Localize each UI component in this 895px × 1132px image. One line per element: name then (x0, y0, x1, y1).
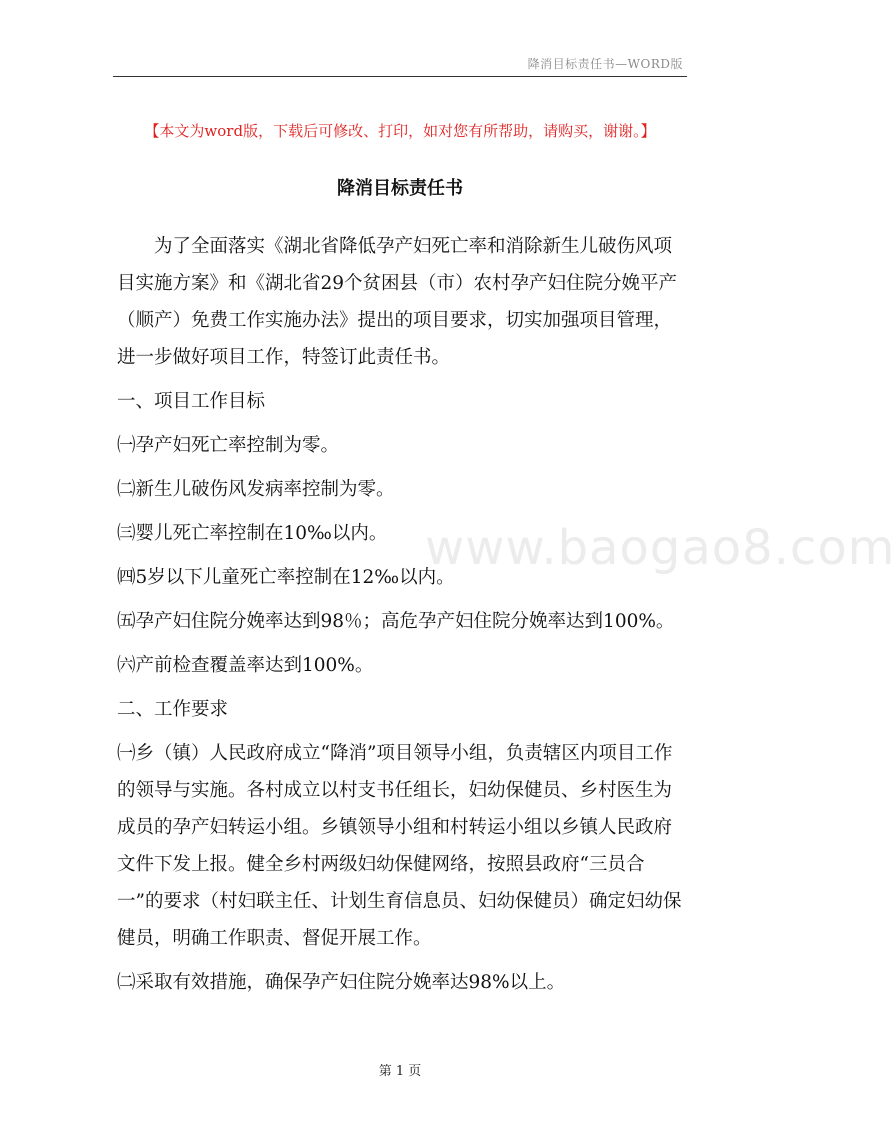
goal-item: ㈠孕产妇死亡率控制为零。 (117, 435, 340, 456)
goal-item: ㈥产前检查覆盖率达到100%。 (117, 655, 374, 676)
header-rule (113, 76, 687, 77)
goal-item: ㈤孕产妇住院分娩率达到98％；高危孕产妇住院分娩率达到100%。 (117, 611, 675, 632)
requirement-item: ㈠乡（镇）人民政府成立“降消”项目领导小组，负责辖区内项目工作的领导与实施。各村成立以村支书任组长，妇幼保健员、乡村医生为成员的孕产妇转运小组。乡镇领导小组和村转运小组以乡镇人民政府文件下发上报。健全乡村两级妇幼保健网络，按照县政府“三员合一”的要求（村妇联主任、计划生育信息员、妇幼保健员）确定妇幼保健员，明确工作职责、督促开展工作。 (117, 743, 682, 949)
intro-paragraph: 为了全面落实《湖北省降低孕产妇死亡率和消除新生儿破伤风项目实施方案》和《湖北省29个贫困县（市）农村孕产妇住院分娩平产（顺产）免费工作实施办法》提出的项目要求，切实加强项目管理，进一步做好项目工作，特签订此责任书。 (117, 236, 678, 368)
page-header-text: 降消目标责任书—WORD版 (527, 57, 683, 71)
document-title: 降消目标责任书 (337, 178, 463, 199)
document-body (117, 228, 687, 1008)
goal-item: ㈢婴儿死亡率控制在10‰以内。 (117, 523, 388, 544)
goal-item: ㈡新生儿破伤风发病率控制为零。 (117, 479, 395, 500)
watermark: www.baogao8.com (425, 520, 895, 576)
goal-item: ㈣5岁以下儿童死亡率控制在12‰以内。 (117, 567, 455, 588)
section-heading-goals: 一、项目工作目标 (117, 391, 266, 412)
page-number: 第 1 页 (378, 1064, 422, 1079)
section-heading-requirements: 二、工作要求 (117, 699, 229, 720)
requirement-item: ㈡采取有效措施，确保孕产妇住院分娩率达98%以上。 (117, 972, 566, 993)
purchase-notice: 【本文为word版，下载后可修改、打印，如对您有所帮助，请购买，谢谢。】 (144, 122, 656, 140)
